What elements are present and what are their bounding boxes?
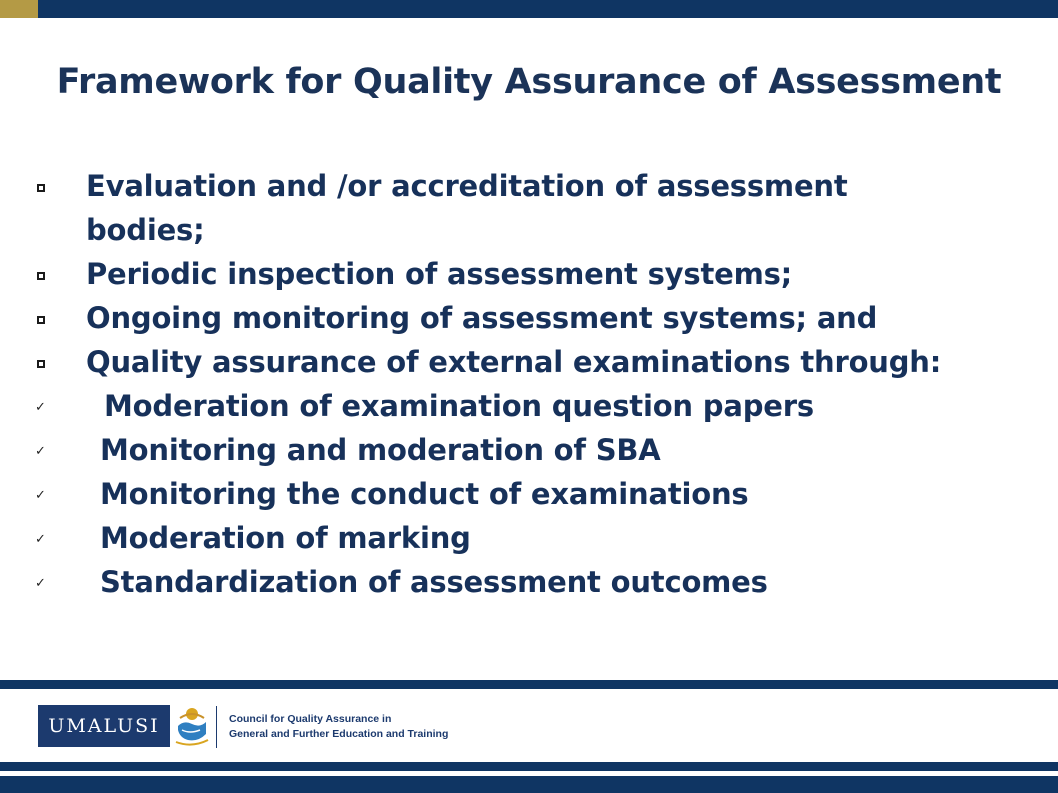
square-bullet-icon [37,184,45,192]
footer-divider [216,706,217,748]
bullet-text: Quality assurance of external examinations through: [86,345,942,379]
checkmark-icon: ✓ [35,488,46,503]
council-line-2: General and Further Education and Training [229,728,449,740]
top-banner-bar [0,0,1058,18]
bullet-text: Ongoing monitoring of assessment systems; and [86,301,878,335]
check-text: Monitoring the conduct of examinations [100,477,749,511]
checkmark-icon: ✓ [35,444,46,459]
bullet-item [0,252,1058,296]
top-gold-accent [0,0,38,18]
footer-rule-middle [0,762,1058,771]
check-text: Moderation of examination question papers [104,389,814,423]
bullet-list [0,164,1058,604]
square-bullet-icon [37,360,45,368]
check-item [0,428,1058,472]
check-item [0,472,1058,516]
check-text: Standardization of assessment outcomes [100,565,768,599]
bullet-item [0,340,1058,384]
logo-text: UMALUSI [48,715,160,737]
checkmark-icon: ✓ [35,576,46,591]
umalusi-logo [38,705,170,747]
square-bullet-icon [37,272,45,280]
umalusi-emblem-icon [172,700,212,748]
check-item [0,560,1058,604]
check-item [0,516,1058,560]
council-line-1: Council for Quality Assurance in [229,713,392,725]
slide-title: Framework for Quality Assurance of Assessment [56,62,1002,102]
check-text: Monitoring and moderation of SBA [100,433,661,467]
bullet-item [0,296,1058,340]
check-text: Moderation of marking [100,521,471,555]
bullet-text: Evaluation and /or accreditation of assessment bodies; [86,169,848,247]
checkmark-icon: ✓ [35,400,46,415]
checkmark-icon: ✓ [35,532,46,547]
bullet-text: Periodic inspection of assessment systems; [86,257,793,291]
council-name [229,712,448,742]
bullet-item [0,164,1058,252]
square-bullet-icon [37,316,45,324]
footer-rule-bottom [0,776,1058,793]
footer-rule-top [0,680,1058,689]
check-item [0,384,1058,428]
